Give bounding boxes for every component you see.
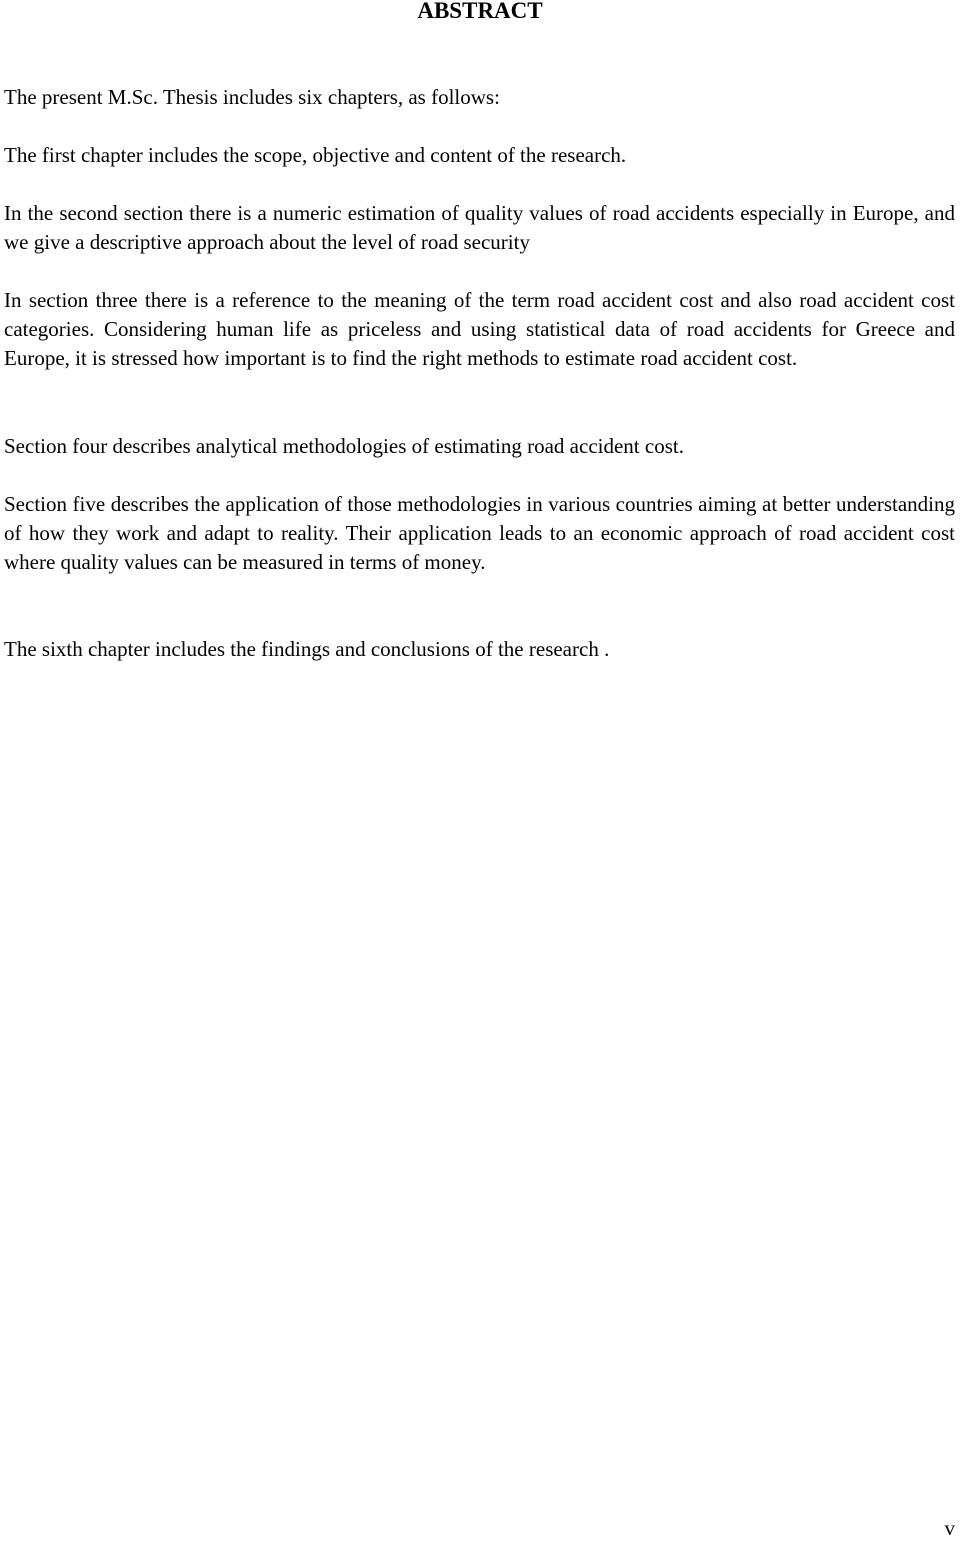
- paragraph-section-four: Section four describes analytical methodologies of estimating road accident cost.: [4, 434, 684, 458]
- paragraph-section-two: In the second section there is a numeric estimation of quality values of road accidents especially in Europe, and we give a descriptive approach about the level of road security: [4, 201, 955, 254]
- page-number: v: [944, 1516, 955, 1540]
- paragraph-section-five: Section five describes the application of those methodologies in various countries aiming at better understanding of how they work and adapt to reality. Their application leads to an economic approach of road accident cost where quality values can be measured in terms of money.: [4, 492, 955, 574]
- paragraph-chapter-six: The sixth chapter includes the findings and conclusions of the research .: [4, 637, 610, 661]
- paragraph-section-three: In section three there is a reference to the meaning of the term road accident cost and also road accident cost categories. Considering human life as priceless and using statistical data of road accidents for Greece and Europe, it is stressed how important is to find the right methods to estimate road accident cost.: [4, 288, 955, 370]
- paragraph-intro: The present M.Sc. Thesis includes six chapters, as follows:: [4, 85, 500, 109]
- paragraph-chapter-one: The first chapter includes the scope, objective and content of the research.: [4, 143, 627, 167]
- page-title: ABSTRACT: [417, 0, 543, 23]
